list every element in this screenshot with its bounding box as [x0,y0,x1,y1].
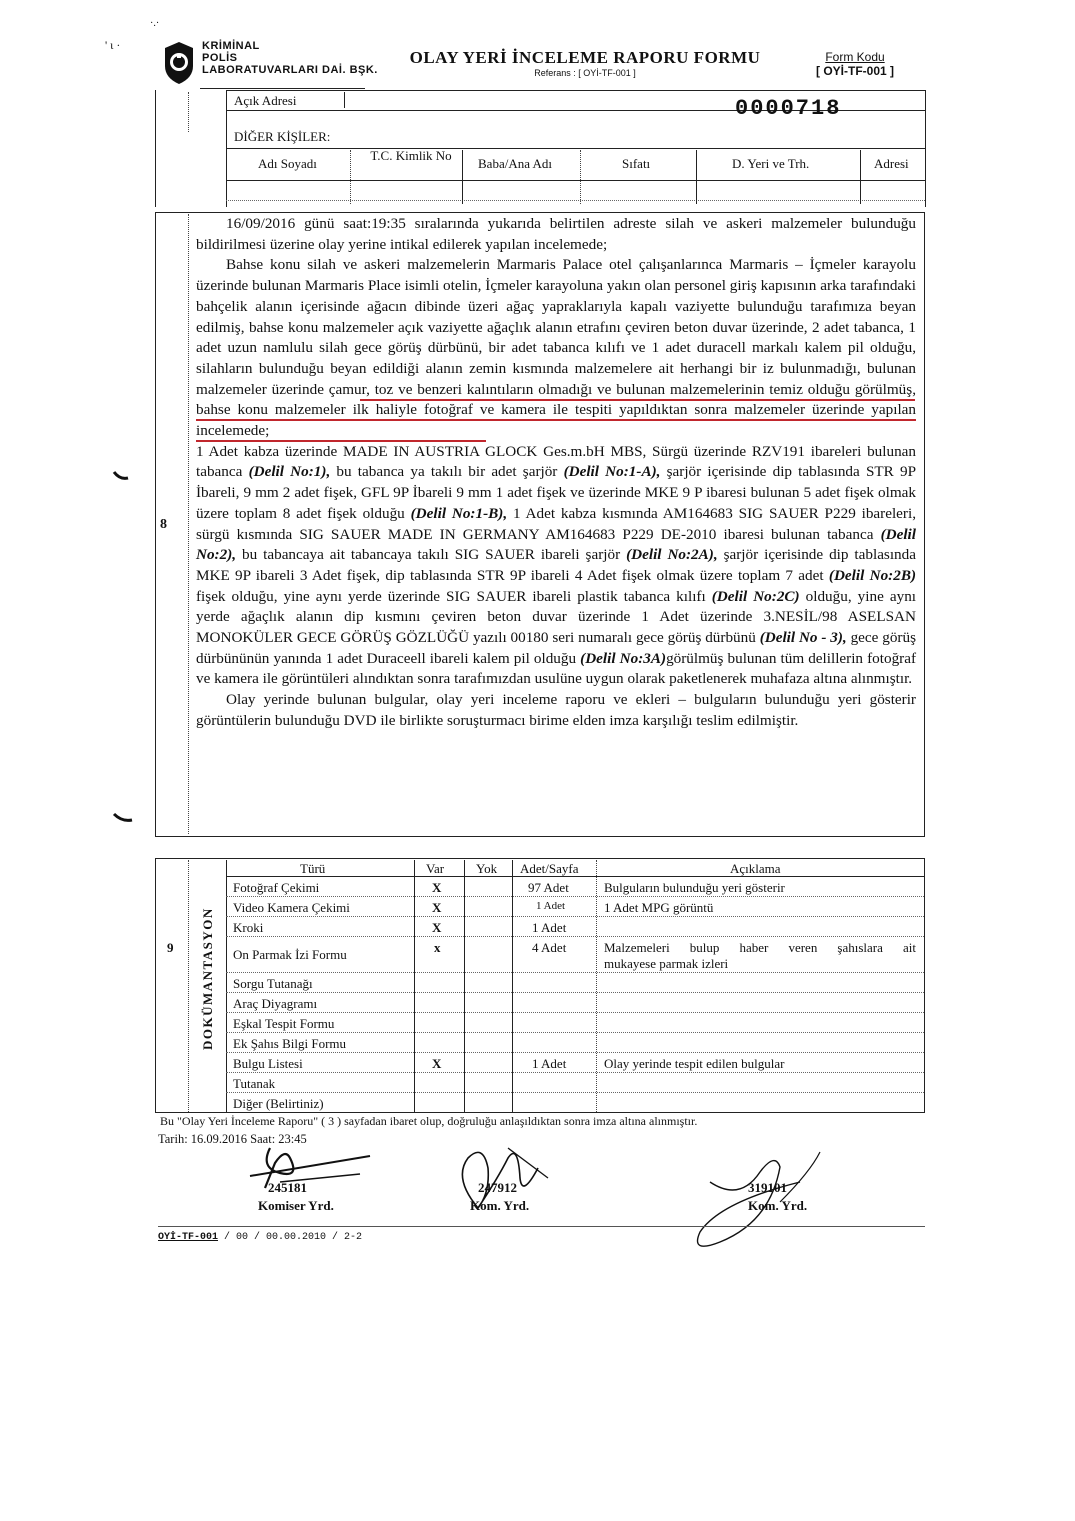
signer-1-rank: Komiser Yrd. [258,1198,334,1213]
col-parents: Baba/Ana Adı [478,156,553,171]
table-row-separator [226,916,924,917]
org-line-3: LABORATUVARLARI DAİ. BŞK. [202,64,378,76]
table-row-separator [226,1032,924,1033]
row-type: On Parmak İzi Formu [233,947,347,962]
evidence-1a: (Delil No:1-A), [563,463,661,481]
row-count: 1 Adet [536,900,566,912]
footer-form-code-rest: / 00 / 00.00.2010 / 2-2 [218,1232,363,1243]
form-code-value: [ OYİ-TF-001 ] [815,64,894,78]
row-count: 1 Adet [532,920,567,935]
red-underline [196,419,916,421]
signer-3-rank: Kom. Yrd. [748,1198,808,1213]
scan-mark [112,470,130,482]
row-type: Fotoğraf Çekimi [233,880,320,895]
header-type: Türü [300,861,326,876]
footer-form-code-id: OYİ-TF-001 [158,1232,219,1243]
vertical-label-wrap [196,907,216,1070]
paragraph-evidence: 1 Adet kabza üzerinde MADE IN AUSTRIA GLOCK Ges.m.bH MBS, Sürgü üzerinde RZV191 ibareleri bulunan tabanca (Delil No:1), bu tabanca ya takılı bir adet şarjör (Delil No:1-A), şarjör içerisinde dip tablasında STR 9P İbareli, 9 mm 2 adet fişek, GFL 9P İbareli 9 mm 1 adet fişek ve üzerinde MKE 9 P ibaresi bulunan 5 adet fişek olmak üzere toplam 8 adet fişek olduğu (Delil No:1-B), 1 Adet kabza kısmında AM164683 SIG SAUER P229 ibareleri, sürgü kısmında SIG SAUER MADE IN GERMANY AM164683 P229 DE-2010 ibaresi bulunan tabanca (Delil No:2), bu tabancaya ait tabancaya takılı SIG SAUER ibareli şarjör (Delil No:2A), şarjör içerisinde dip tablasında MKE 9P ibareli 3 Adet fişek, dip tablasında STR 9P ibareli 4 Adet fişek olmak üzere toplam 7 adet (Delil No:2B) fişek olduğu, yine aynı yerde üzerinde SIG SAUER ibareli plastik tabanca kılıfı (Delil No:2C) olduğu, yine aynı yerde ağaçlık alanın dip kısmını çeviren beton duvar üzerinde 1 Adet üzerinde 3.NESİL/98 ASELSAN MONOKÜLER GECE GÖRÜŞ GÖZLÜĞÜ yazılı 00180 seri numaralı gece görüş dürbünü (Delil No - 3), gece görüş dürbününün yanında 1 adet Duraceell ibareli kalem pil olduğu (Delil No:3A)görülmüş bulunan tüm delillerin fotoğraf ve kamera ile görüntüleri alındıktan sonra tarafımızdan usulüne uygun olarak paketlenerek muhafaza altına alınmıştır. [196,442,917,688]
row-count: 97 Adet [528,880,569,895]
signature-1-image [240,1138,380,1198]
signer-2-id: 247912 [478,1180,517,1195]
evidence-3a: (Delil No:3A) [580,649,667,667]
row-count: 4 Adet [532,940,567,955]
section-9-number: 9 [167,940,174,955]
signer-3-id: 319101 [748,1180,787,1195]
table-row-separator [226,1072,924,1073]
row-note-continued: mukayese parmak izleri [604,956,729,971]
row-type: Diğer (Belirtiniz) [233,1096,324,1111]
row-note: 1 Adet MPG görüntü [604,900,714,915]
row-note: Malzemeleri bulup haber veren şahıslara ait [604,940,916,955]
organization-name [202,40,378,76]
form-reference: Referans : [ OYİ-TF-001 ] [534,68,636,78]
col-name: Adı Soyadı [258,156,317,171]
table-row-separator [226,972,924,973]
findings-text [196,214,916,732]
row-var-mark: X [432,880,442,895]
header-absent: Yok [476,861,498,876]
form-code-label: Form Kodu [825,50,885,64]
org-line-1: KRİMİNAL [202,40,260,52]
evidence-1: (Delil No:1), [248,463,331,481]
row-var-mark: x [434,940,441,955]
row-var-mark: X [432,900,442,915]
col-address: Adresi [874,156,909,171]
col-id-no: T.C. Kimlik No [370,148,452,163]
org-line-2: POLİS [202,52,238,64]
col-birth: D. Yeri ve Trh. [732,156,810,171]
scan-mark [112,810,134,824]
row-type: Sorgu Tutanağı [233,976,313,991]
row-type: Tutanak [233,1076,276,1091]
row-count: 1 Adet [532,1056,567,1071]
table-row-separator [226,896,924,897]
evidence-2b: (Delil No:2B) [828,566,917,584]
open-address-label: Açık Adresi [234,93,297,108]
closing-statement: Bu "Olay Yeri İnceleme Raporu" ( 3 ) sayfadan ibaret olup, doğruluğu anlaşıldıktan sonra imza altına alınmıştır. [160,1114,698,1128]
paragraph-delivery: Olay yerinde bulunan bulgular, olay yeri inceleme raporu ve ekleri – bulguların bulunduğu yeri gösterir görüntülerin bulunduğu DVD ile birlikte soruşturmacı birime elden imza karşılığı teslim edilmiştir. [196,691,916,729]
row-type: Kroki [233,920,264,935]
table-row-separator [226,1052,924,1053]
signer-2-rank: Kom. Yrd. [470,1198,530,1213]
table-row-separator [226,992,924,993]
police-emblem-logo [162,40,196,86]
table-row-separator [226,936,924,937]
paragraph-intro: 16/09/2016 günü saat:19:35 sıralarında yukarıda belirtilen adreste silah ve askeri malzemeler bulunduğu bildirilmesi üzerine olay yerine intikal edilerek yapılan incelemede; [196,215,916,253]
evidence-2a: (Delil No:2A), [626,546,718,564]
row-type: Araç Diyagramı [233,996,318,1011]
header-present: Var [426,861,445,876]
row-note: Olay yerinde tespit edilen bulgular [604,1056,785,1071]
scan-mark: ' ɩ · [105,38,121,52]
evidence-2c: (Delil No:2C) [711,587,800,605]
row-note: Bulguların bulunduğu yeri gösterir [604,880,785,895]
table-row-separator [226,1012,924,1013]
row-type: Video Kamera Çekimi [233,900,350,915]
evidence-3: (Delil No - 3), [759,629,847,647]
col-title: Sıfatı [622,156,651,171]
red-underline [196,440,486,442]
header-description: Açıklama [730,861,781,876]
other-persons-label: DİĞER KİŞİLER: [234,129,331,144]
documentation-vertical-label: DOKÜMANTASYON [200,907,215,1050]
evidence-1b: (Delil No:1-B), [410,504,508,522]
section-8-number: 8 [160,517,167,532]
table-row-separator [226,1092,924,1093]
row-type: Ek Şahıs Bilgi Formu [233,1036,347,1051]
signer-1-id: 245181 [268,1180,307,1195]
scan-mark: ·.· [150,18,160,29]
row-var-mark: X [432,920,442,935]
paragraph-statement: Bahse konu silah ve askeri malzemelerin Marmaris Palace otel çalışanlarınca Marmaris – İçmeler karayolu üzerinde bulunan Marmaris Place isimli otelin, İçmeler karayoluna yakın olan personel giriş kapısının arka tarafındaki bahçelik alanın içerisinde ağacın dibinde üzeri ağaç yapraklarıyla kapalı vaziyette bulunduğu tarafımıza beyan edilmiş, bahse konu malzemeler açık vaziyette ağaçlık alanın etrafını çeviren beton duvar üzerinde, 2 adet tabanca, 1 adet uzun namlulu silah gece görüş dürbünü, bir adet tabanca kılıfı ve 1 adet duracell markalı kalem pil olduğu, silahların bulunduğu beyan edildiği alanın zemin kısmında malzemelere ait herhangi bir iz bulunmadığı, bulunan malzemeler üzerinde çamur, toz ve benzeri kalıntıların olmadığı ve bulunan malzemelerinin temiz olduğu görülmüş, bahse konu malzemeler ilk haliyle fotoğraf ve kamera ile tespiti yapıldıktan sonra malzemeler üzerinde yapılan incelemede; [196,256,916,440]
evidence-2: (Delil No:2), [196,525,916,564]
report-date-time: Tarih: 16.09.2016 Saat: 23:45 [158,1132,307,1146]
row-type: Eşkal Tespit Formu [233,1016,335,1031]
form-title: OLAY YERİ İNCELEME RAPORU FORMU [409,48,761,67]
document-stamp-number: 0000718 [735,96,842,121]
footer-form-code [158,1232,362,1243]
red-underline [360,399,915,401]
header-count: Adet/Sayfa [520,861,579,876]
row-var-mark: X [432,1056,442,1071]
row-type: Bulgu Listesi [233,1056,303,1071]
